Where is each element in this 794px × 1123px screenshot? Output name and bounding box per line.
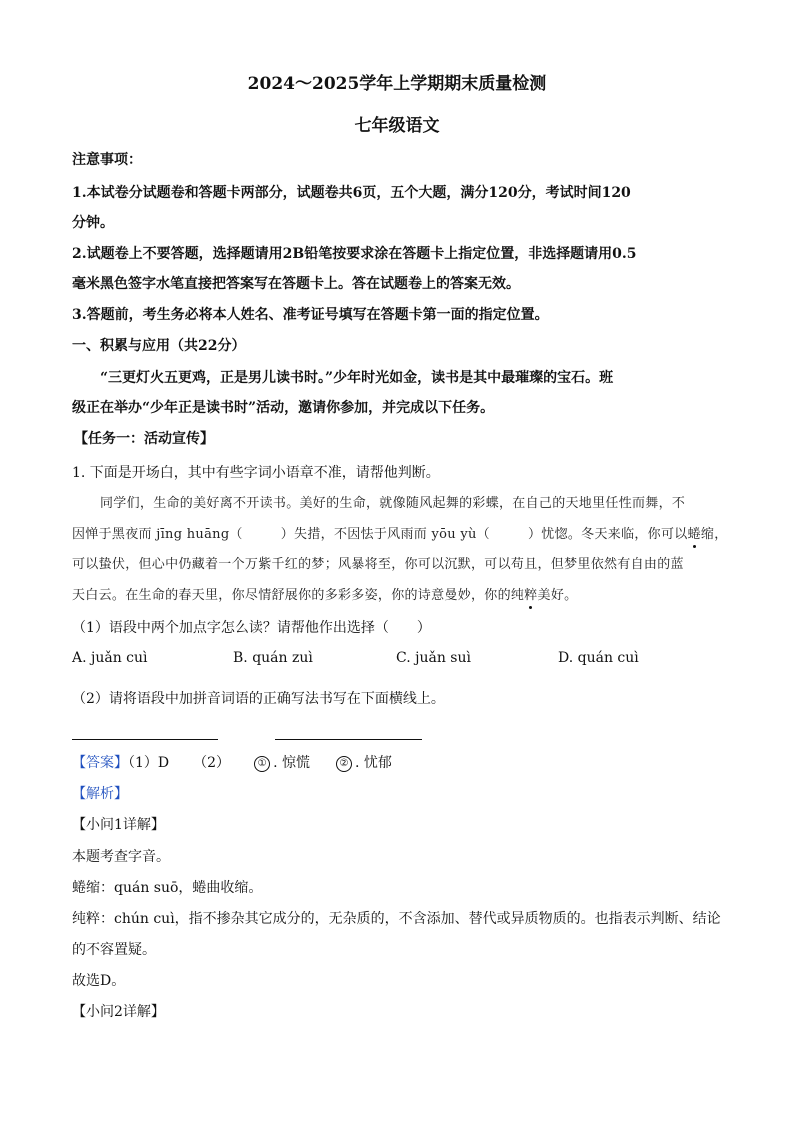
answer-line-1 bbox=[72, 739, 218, 740]
section-heading: 一、积累与应用（共22分） bbox=[72, 338, 246, 354]
passage-text: 天白云。在生命的春天里，你尽情舒展你的多彩多姿，你的诗意曼妙，你的 bbox=[72, 588, 511, 603]
answer-part-2: （2） bbox=[193, 755, 231, 771]
passage-line-3: 可以蛰伏，但心中仍藏着一个万紫千红的梦；风暴将至，你可以沉默，可以苟且，但梦里依然有自由的蓝 bbox=[72, 557, 684, 572]
task-heading: 【任务一：活动宣传】 bbox=[74, 431, 214, 447]
answer-part-1: （1）D bbox=[128, 755, 170, 771]
passage-text: ）失措，不因怯于风雨而 yōu yù（ bbox=[280, 527, 490, 542]
analysis-line-4: 的不容置疑。 bbox=[72, 942, 156, 958]
passage-text: ）忧惚。冬天来临，你可以 bbox=[527, 527, 688, 542]
circled-number-1: ① bbox=[254, 756, 270, 772]
note-1-line-1: 1.本试卷分试题卷和答题卡两部分，试题卷共6页，五个大题，满分120分，考试时间120 bbox=[72, 185, 631, 201]
note-3: 3.答题前，考生务必将本人姓名、准考证号填写在答题卡第一面的指定位置。 bbox=[72, 307, 549, 323]
passage-text: 纯 bbox=[510, 588, 525, 603]
option-a: A. juǎn cuì bbox=[72, 650, 148, 666]
option-d: D. quán cuì bbox=[558, 650, 639, 666]
dotted-char-2: 粹 bbox=[524, 588, 538, 603]
exam-title: 2024～2025学年上学期期末质量检测 bbox=[247, 74, 547, 94]
intro-line-2: 级正在举办“少年正是读书时”活动，邀请你参加，并完成以下任务。 bbox=[72, 400, 495, 416]
note-2-line-1: 2.试题卷上不要答题，选择题请用2B铅笔按要求涂在答题卡上指定位置，非选择题请用0.5 bbox=[72, 246, 637, 262]
option-c: C. juǎn suì bbox=[396, 650, 471, 666]
analysis-conclusion: 故选D。 bbox=[72, 973, 126, 989]
note-1-line-2: 分钟。 bbox=[72, 215, 114, 231]
passage-text: 美好。 bbox=[537, 588, 578, 603]
option-b: B. quán zuì bbox=[233, 650, 313, 666]
notes-heading: 注意事项： bbox=[72, 152, 142, 168]
intro-line-1: “三更灯火五更鸡，正是男儿读书时。”少年时光如金，读书是其中最璀璨的宝石。班 bbox=[100, 370, 614, 386]
question-1-stem: 1. 下面是开场白，其中有些字词小语章不准，请帮他判断。 bbox=[72, 465, 440, 481]
analysis-line-1: 本题考查字音。 bbox=[72, 849, 170, 865]
passage-line-2 bbox=[72, 528, 728, 541]
passage-line-4 bbox=[72, 589, 577, 602]
exam-subtitle: 七年级语文 bbox=[354, 116, 440, 136]
analysis-line-3: 纯粹：chún cuì，指不掺杂其它成分的，无杂质的，不含添加、替代或异质物质的。也指表示判断、结论 bbox=[72, 911, 721, 927]
dotted-char-1: 蜷 bbox=[687, 527, 701, 542]
answer-word-2: . 忧郁 bbox=[354, 755, 392, 771]
analysis-line-2: 蜷缩：quán suō，蜷曲收缩。 bbox=[72, 880, 263, 896]
sub-question-2: （2）请将语段中加拼音词语的正确写法书写在下面横线上。 bbox=[72, 691, 445, 707]
sub-question-1-heading: 【小问1详解】 bbox=[72, 817, 165, 833]
circled-number-2: ② bbox=[336, 756, 352, 772]
passage-text: 缩， bbox=[700, 527, 728, 542]
passage-text: 因惮于黑夜而 jīng huāng（ bbox=[72, 527, 243, 542]
sub-question-2-heading: 【小问2详解】 bbox=[72, 1004, 165, 1020]
passage-line-1: 同学们，生命的美好离不开读书。美好的生命，就像随风起舞的彩蝶，在自己的天地里任性而舞，不 bbox=[100, 496, 686, 511]
answer-line-2 bbox=[275, 739, 422, 740]
answer-row bbox=[72, 756, 392, 772]
analysis-label: 【解析】 bbox=[72, 786, 128, 802]
note-2-line-2: 毫米黑色签字水笔直接把答案写在答题卡上。答在试题卷上的答案无效。 bbox=[72, 276, 520, 292]
answer-word-1: . 惊慌 bbox=[273, 755, 310, 771]
sub-question-1: （1）语段中两个加点字怎么读？请帮他作出选择（ ） bbox=[72, 620, 431, 636]
answer-label: 【答案】 bbox=[72, 755, 128, 771]
